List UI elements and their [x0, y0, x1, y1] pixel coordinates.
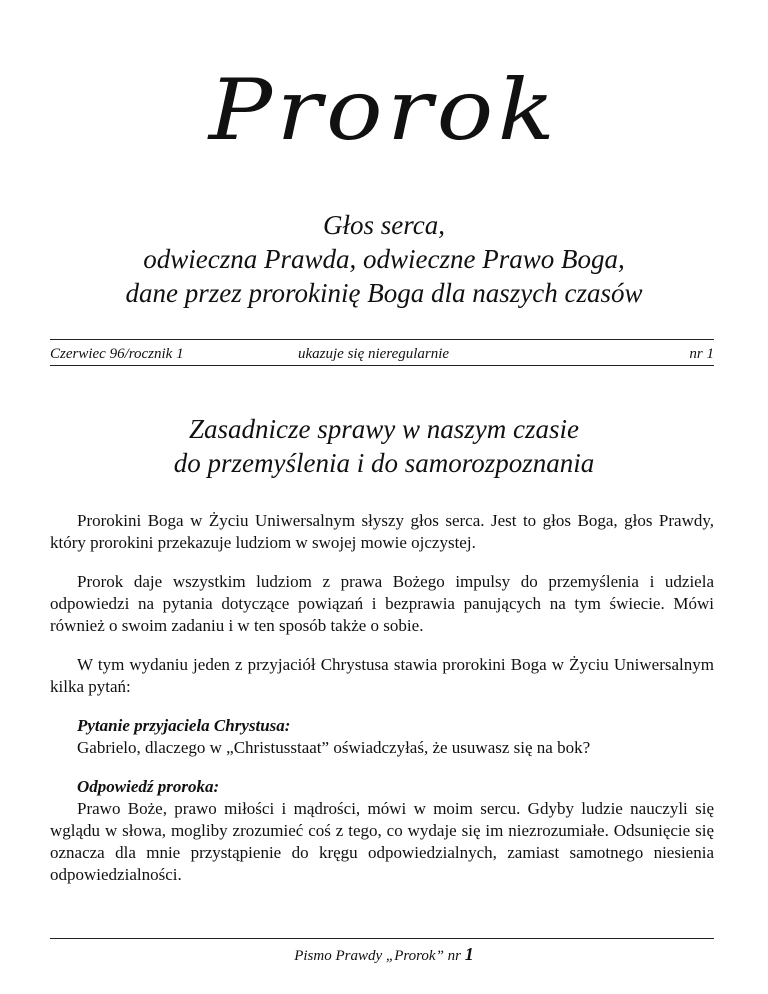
article-headline	[0, 412, 768, 480]
top-divider	[50, 339, 714, 340]
page-footer	[0, 944, 768, 966]
answer-text: Prawo Boże, prawo miłości i mądrości, mówi w moim sercu. Gdyby ludzie nauczyli się wglądu w słowa, mogliby zrozumieć coś z tego, co wydaje się im niezrozumiałe. Odsunięcie się oznacza dla mnie przystąpienie do kręgu odpowiedzialnych, zamiast samotnego niesienia odpowiedzialności.	[50, 799, 714, 884]
subtitle	[0, 208, 768, 310]
intro-paragraph: W tym wydaniu jeden z przyjaciół Chrystusa stawia prorokini Boga w Życiu Uniwersalnym kilka pytań:	[50, 655, 714, 696]
subtitle-line: Głos serca,	[323, 210, 445, 240]
question-text: Gabrielo, dlaczego w „Christusstaat” oświadczyłaś, że usuwasz się na bok?	[77, 738, 591, 757]
subtitle-line: odwieczna Prawda, odwieczne Prawo Boga,	[143, 244, 625, 274]
answer-heading: Odpowiedź proroka:	[77, 777, 220, 796]
intro-paragraph: Prorokini Boga w Życiu Uniwersalnym słyszy głos serca. Jest to głos Boga, głos Prawdy, który prorokini przekazuje ludziom w swojej mowie ojczystej.	[50, 511, 714, 552]
intro-paragraph: Prorok daje wszystkim ludziom z prawa Bożego impulsy do przemyślenia i udziela odpowiedzi na pytania dotyczące powiązań i bezprawia panujących na tym świecie. Mówi również o swoim zadaniu i w ten sposób także o sobie.	[50, 572, 714, 635]
footer-label: Pismo Prawdy „Prorok” nr	[294, 948, 462, 964]
issue-frequency: ukazuje się nieregularnie	[298, 346, 450, 362]
headline-line: Zasadnicze sprawy w naszym czasie	[189, 414, 579, 444]
masthead-title: Prorok	[208, 61, 560, 159]
question-heading: Pytanie przyjaciela Chrystusa:	[77, 716, 291, 735]
article-body	[50, 510, 714, 903]
issue-number: nr 1	[689, 346, 714, 362]
issue-date: Czerwiec 96/rocznik 1	[50, 346, 184, 362]
issue-info-row	[50, 345, 714, 366]
bottom-divider	[50, 938, 714, 939]
subtitle-line: dane przez prorokinię Boga dla naszych czasów	[125, 278, 643, 308]
footer-issue-number: 1	[464, 944, 474, 964]
headline-line: do przemyślenia i do samorozpoznania	[173, 448, 595, 478]
